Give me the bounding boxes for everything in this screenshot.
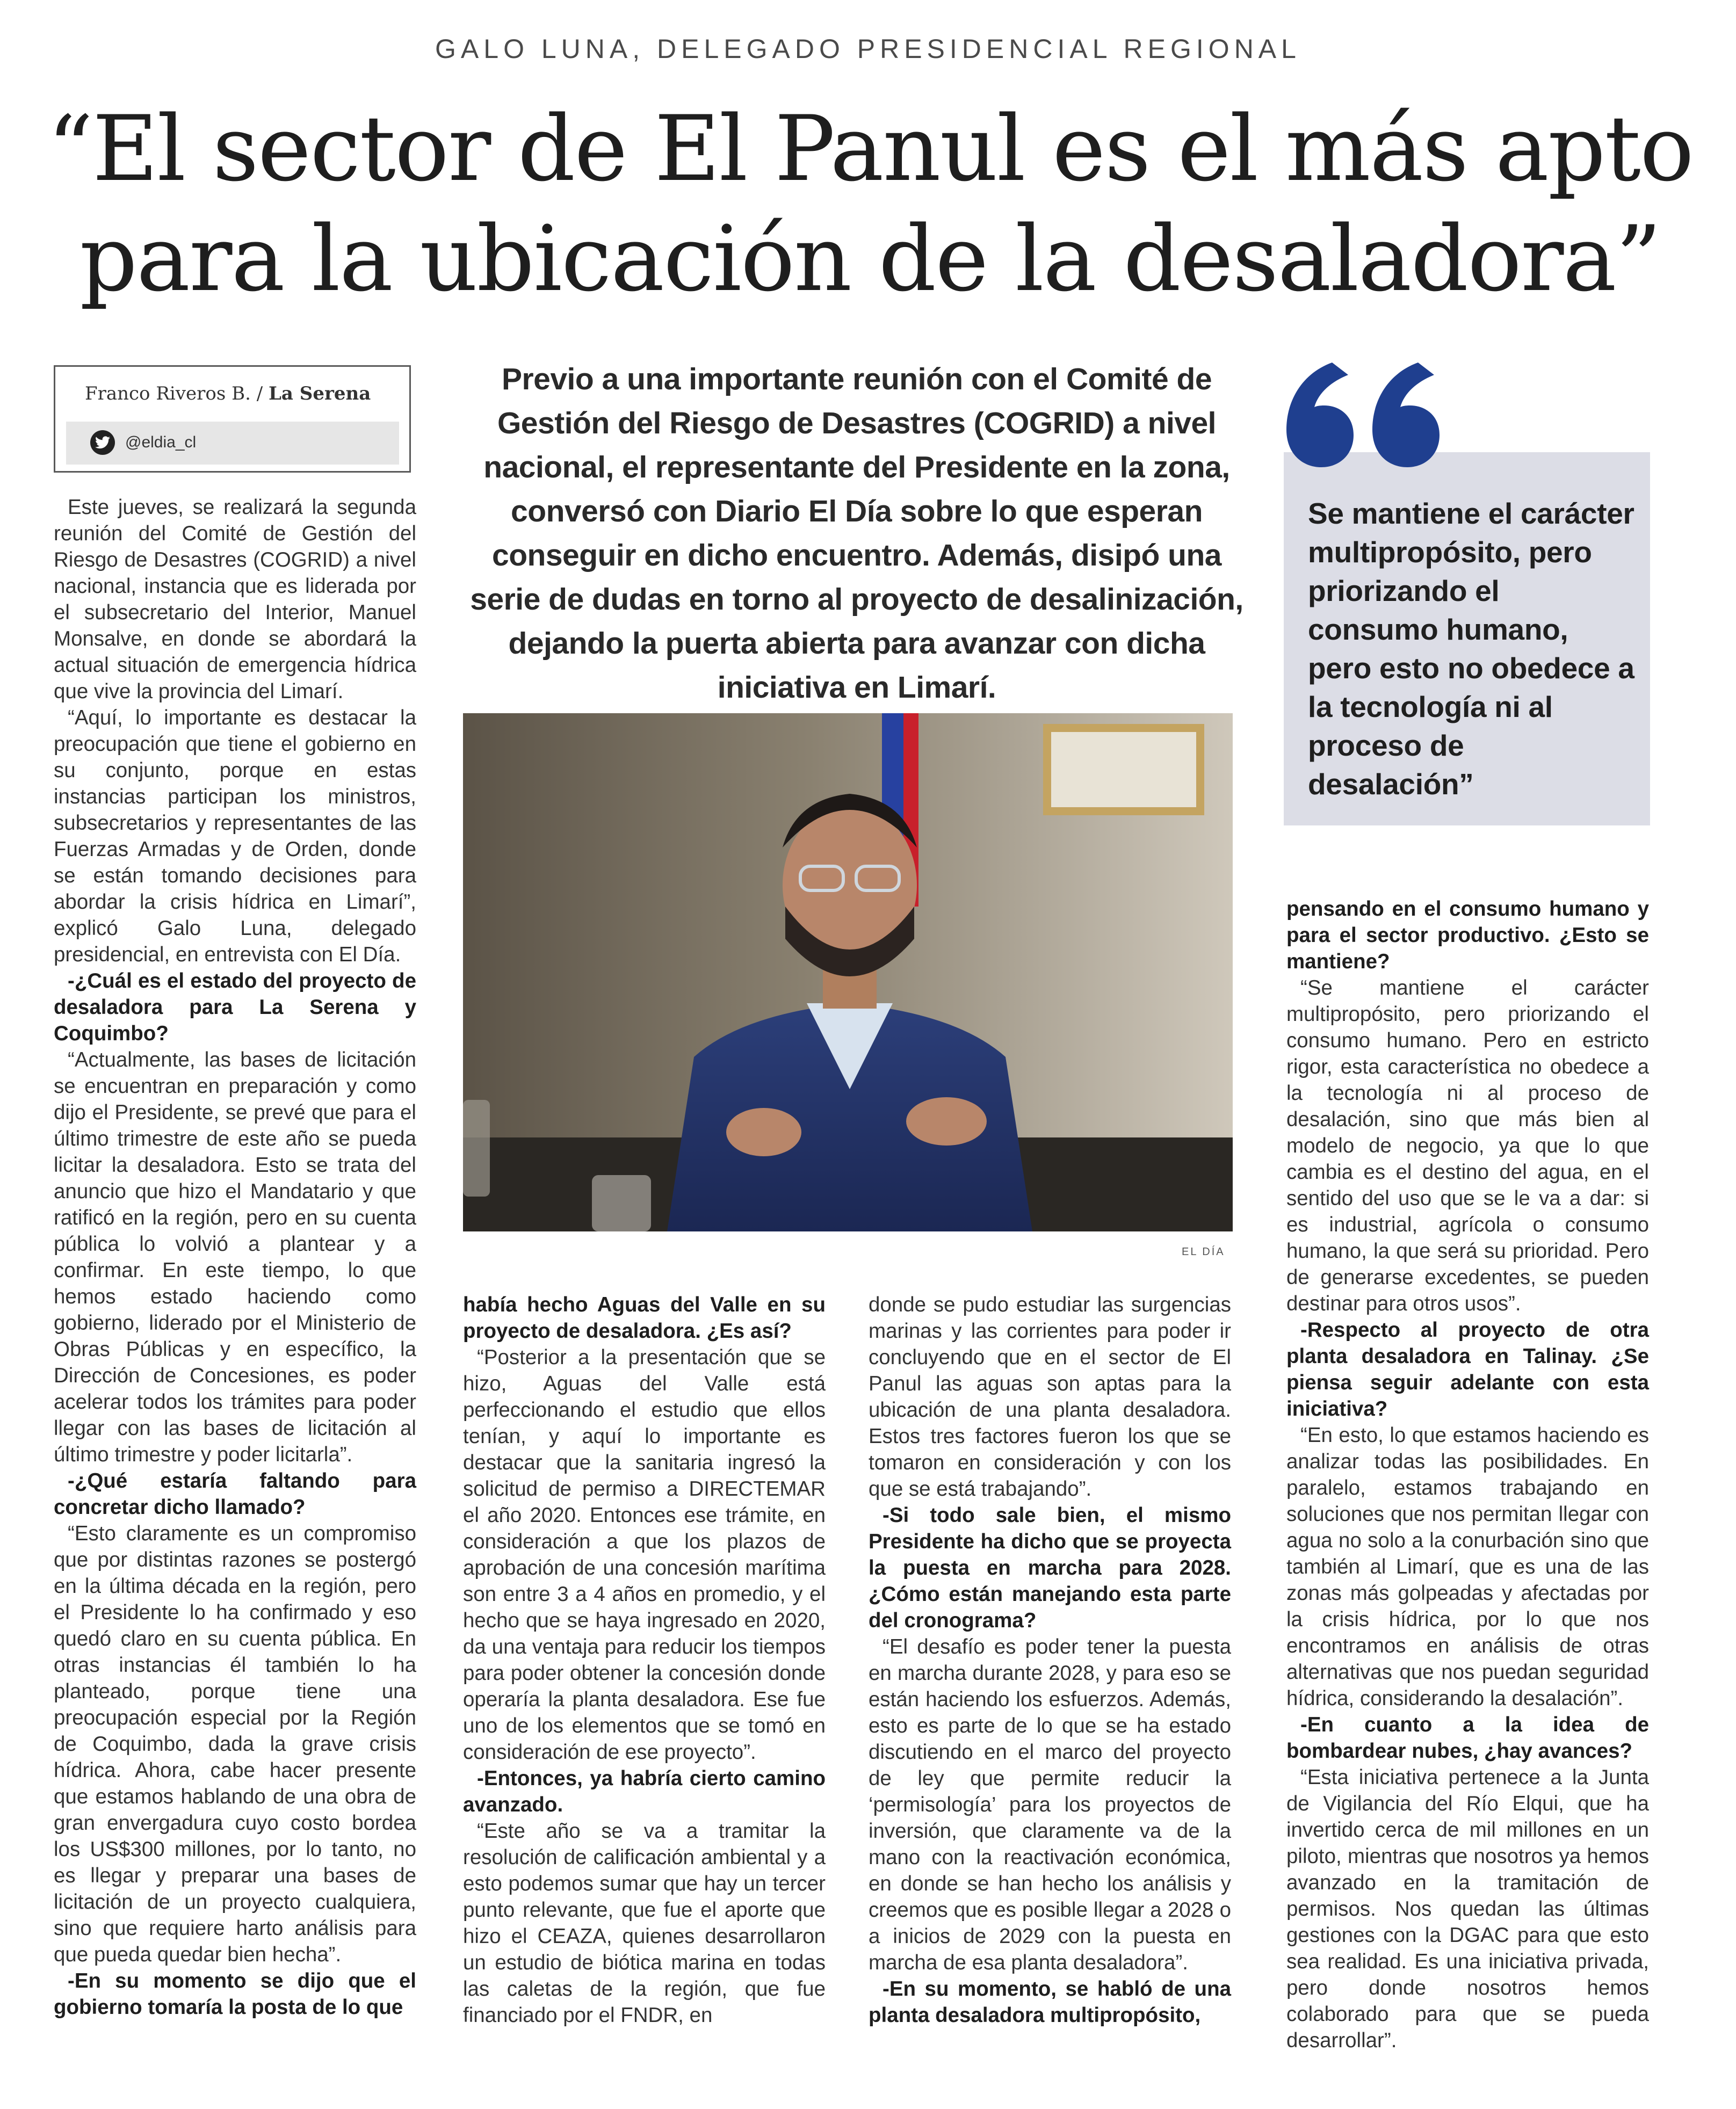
quote-mark-icon	[1281, 349, 1453, 473]
interview-question: -¿Qué estaría faltando para concretar dicho llamado?	[54, 1469, 416, 1519]
byline-separator: /	[256, 383, 263, 404]
kicker: GALO LUNA, DELEGADO PRESIDENCIAL REGIONAL	[435, 34, 1301, 64]
twitter-handle[interactable]: @eldia_cl	[125, 433, 197, 451]
paragraph: “En esto, lo que estamos haciendo es analizar todas las posibilidades. En paralelo, estamos trabajando en soluciones que nos permitan llegar con agua no solo a la conurbación sino que también al Limarí, que es una de las zonas más golpeadas y afectadas por la crisis hídrica, por lo que nos encontramos en análisis de otras alternativas que nos puedan seguridad hídrica, considerando la desalación”.	[1286, 1424, 1649, 1710]
paragraph: Este jueves, se realizará la segunda reunión del Comité de Gestión del Riesgo de Desastres (COGRID) a nivel nacional, instancia que es liderada por el subsecretario del Interior, Manuel Monsalve, en donde se abordará la actual situación de emergencia hídrica que vive la provincia del Limarí.	[54, 496, 416, 703]
headline	[32, 94, 1708, 314]
paragraph: “Actualmente, las bases de licitación se encuentran en preparación y como dijo el Presidente, se prevé que para el último trimestre de este año se pueda licitar la desaladora. Esto se trata del anuncio que hizo el Mandatario y que ratificó en la región, pero en su cuenta pública lo volvió a plantear y a confirmar. En este tiempo, lo que hemos estado haciendo como gobierno, liderado por el Ministerio de Obras Públicas y en específico, la Dirección de Concesiones, es poder acelerar todos los trámites para poder llegar con las bases de licitación al último trimestre y poder licitarla”.	[54, 1048, 416, 1466]
interview-question: -Si todo sale bien, el mismo Presidente ha dicho que se proyecta la puesta en marcha para 2028. ¿Cómo están manejando esta parte del cronograma?	[869, 1504, 1231, 1632]
paragraph: “Se mantiene el carácter multipropósito, pero priorizando el consumo humano. Pero en estricto rigor, esta característica no obedece a la tecnología ni al proceso de desalación, sino que más bien al modelo de negocio, ya que lo que cambia es el destino del agua, en el sentido del uso que se le va a dar: si es industrial, agrícola o consumo humano, la que será su prioridad. Pero de generarse excedentes, se pueden destinar para otros usos”.	[1286, 976, 1649, 1315]
article-column-4	[1286, 896, 1649, 2054]
paragraph: “Este año se va a tramitar la resolución de calificación ambiental y a esto podemos sumar que hay un tercer punto relevante, que fue el aporte que hizo el CEAZA, quienes desarrollaron un estudio de biótica marina en todas las caletas de la región, que fue financiado por el FNDR, en	[463, 1820, 826, 2027]
interview-question: -Entonces, ya habría cierto camino avanzado.	[463, 1767, 826, 1816]
social-bar	[66, 422, 399, 465]
interview-question: había hecho Aguas del Valle en su proyecto de desaladora. ¿Es así?	[463, 1293, 826, 1343]
article-column-1	[54, 494, 416, 2020]
interview-question: -Respecto al proyecto de otra planta desaladora en Talinay. ¿Se piensa seguir adelante con esta iniciativa?	[1286, 1318, 1649, 1421]
byline	[85, 383, 371, 404]
paragraph: “Esto claramente es un compromiso que por distintas razones se postergó en la última década en la región, pero el Presidente lo ha confirmado y eso quedó claro en su cuenta pública. En otras instancias él también lo ha planteado, porque tiene una preocupación especial por la Región de Coquimbo, dada la grave crisis hídrica. Ahora, cabe hacer presente que estamos hablando de una obra de gran envergadura cuyo costo bordea los US$300 millones, por lo tanto, no es llegar y preparar una bases de licitación de un proyecto cualquiera, sino que requiere harto análisis para que pueda quedar bien hecha”.	[54, 1522, 416, 1966]
paragraph: “Posterior a la presentación que se hizo, Aguas del Valle está perfeccionando el estudio que ellos tenían, y aquí lo importante es destacar que la sanitaria ingresó la solicitud de permiso a DIRECTEMAR el año 2020. Entonces ese trámite, en consideración a que los plazos de aprobación de una concesión marítima son entre 3 a 4 años en promedio, y el hecho que se haya ingresado en 2020, da una ventaja para reducir los tiempos para poder obtener la concesión donde operaría la planta desaladora. Ese fue uno de los elementos que se tomó en consideración de ese proyecto”.	[463, 1346, 826, 1764]
interview-question: -En cuanto a la idea de bombardear nubes, ¿hay avances?	[1286, 1713, 1649, 1763]
paragraph: donde se pudo estudiar las surgencias marinas y las corrientes para poder ir concluyendo que en el sector de El Panul las aguas son aptas para la ubicación de una planta desaladora. Estos tres factores fueron los que se tomaron en consideración y con los que se está trabajando”.	[869, 1293, 1231, 1501]
byline-box	[54, 365, 411, 473]
interview-question: -¿Cuál es el estado del proyecto de desaladora para La Serena y Coquimbo?	[54, 969, 416, 1045]
lead-paragraph: Previo a una importante reunión con el Comité de Gestión del Riesgo de Desastres (COGRID) a nivel nacional, el representante del Presidente en la zona, conversó con Diario El Día sobre lo que esperan conseguir en dicho encuentro. Además, disipó una serie de dudas en torno al proyecto de desalinización, dejando la puerta abierta para avanzar con dicha iniciativa en Limarí.	[470, 362, 1243, 705]
paragraph: “Esta iniciativa pertenece a la Junta de Vigilancia del Río Elqui, que ha invertido cerca de mil millones en un piloto, mientras que nosotros ya hemos avanzado en la tramitación de permisos. Nos quedan las últimas gestiones con la DGAC para que esto sea realidad. Es una iniciativa privada, pero donde nosotros hemos colaborado para que se pueda desarrollar”.	[1286, 1766, 1649, 2052]
byline-location: La Serena	[269, 383, 371, 404]
photo-credit: EL DÍA	[1182, 1246, 1225, 1258]
pull-quote-text: Se mantiene el carácter multipropósito, pero priorizando el consumo humano, pero esto no obedece a la tecnología ni al proceso de desalación”	[1308, 497, 1634, 801]
headline-line-1: “El sector de El Panul es el más apto	[47, 96, 1694, 201]
article-column-3	[869, 1292, 1231, 2028]
paragraph: “Aquí, lo importante es destacar la preocupación que tiene el gobierno en su conjunto, porque en estas instancias participan los ministros, subsecretarios y representantes de las Fuerzas Armadas y de Orden, donde se están tomando decisiones para abordar la crisis hídrica en Limarí”, explicó Galo Luna, delegado presidencial, en entrevista con El Día.	[54, 706, 416, 966]
twitter-icon	[90, 430, 115, 455]
headline-line-2: para la ubicación de la desaladora”	[79, 206, 1661, 311]
paragraph: “El desafío es poder tener la puesta en marcha durante 2028, y para eso se están haciendo los esfuerzos. Además, esto es parte de lo que se ha estado discutiendo en el marco del proyecto de ley que permite reducir la ‘permisología’ para los proyectos de inversión, que claramente va de la mano con la reactivación económica, en donde se han hecho los análisis y creemos que es posible llegar a 2028 o a inicios de 2029 con la puesta en marcha de esa planta desaladora”.	[869, 1635, 1231, 1974]
interview-question: -En su momento, se habló de una planta desaladora multipropósito,	[869, 1977, 1231, 2027]
interview-question: -En su momento se dijo que el gobierno tomaría la posta de lo que	[54, 1969, 416, 2019]
byline-author: Franco Riveros B.	[85, 383, 251, 404]
article-column-2	[463, 1292, 826, 2028]
interview-question: pensando en el consumo humano y para el sector productivo. ¿Esto se mantiene?	[1286, 897, 1649, 973]
interview-photo	[463, 713, 1233, 1231]
